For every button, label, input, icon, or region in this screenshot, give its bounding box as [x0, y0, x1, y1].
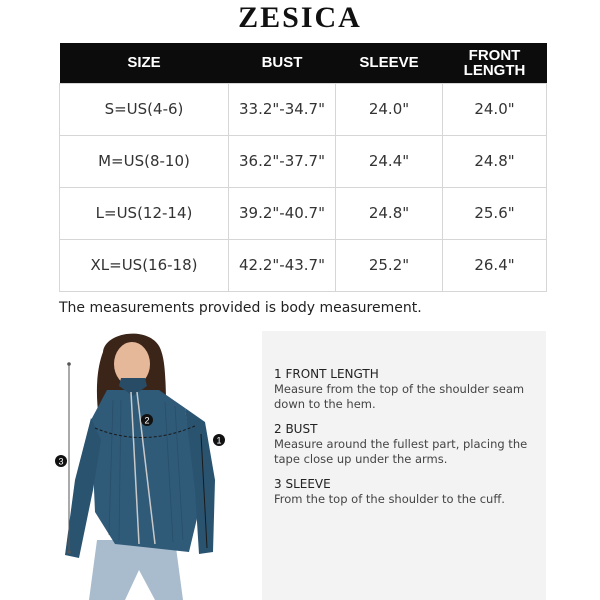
guide-desc: From the top of the shoulder to the cuff.: [274, 492, 505, 506]
marker-front-length: 1: [216, 435, 222, 446]
header-size: SIZE: [60, 43, 229, 83]
marker-sleeve: 3: [58, 456, 64, 467]
cell-sleeve: 24.4": [336, 135, 443, 187]
cell-front-length: 26.4": [443, 239, 547, 291]
cell-sleeve: 24.0": [336, 83, 443, 135]
table-row: [60, 135, 547, 187]
header-bust: BUST: [229, 43, 336, 83]
cell-size: L=US(12-14): [60, 187, 229, 239]
guide-title: 3 SLEEVE: [274, 477, 331, 491]
model-photo: [55, 330, 255, 600]
cell-front-length: 24.0": [443, 83, 547, 135]
cell-sleeve: 25.2": [336, 239, 443, 291]
header-sleeve: SLEEVE: [336, 43, 443, 83]
guide-desc: Measure from the top of the shoulder seam down to the hem.: [274, 382, 525, 411]
cell-front-length: 25.6": [443, 187, 547, 239]
cell-bust: 42.2"-43.7": [229, 239, 336, 291]
table-row: [60, 83, 547, 135]
cell-front-length: 24.8": [443, 135, 547, 187]
brand-logo: ZESICA: [238, 1, 362, 34]
marker-bust: 2: [144, 415, 150, 426]
cell-size: S=US(4-6): [60, 83, 229, 135]
guide-title: 1 FRONT LENGTH: [274, 367, 379, 381]
cell-bust: 33.2"-34.7": [229, 83, 336, 135]
guide-desc: Measure around the fullest part, placing the tape close up under the arms.: [274, 437, 528, 466]
header-front-length: FRONT LENGTH: [443, 43, 547, 83]
guide-item-sleeve: [274, 477, 534, 507]
cell-size: XL=US(16-18): [60, 239, 229, 291]
guide-item-bust: [274, 422, 534, 467]
cell-bust: 39.2"-40.7": [229, 187, 336, 239]
size-chart-table: [59, 43, 547, 292]
table-row: [60, 187, 547, 239]
table-header-row: [60, 43, 547, 83]
guide-title: 2 BUST: [274, 422, 318, 436]
cell-size: M=US(8-10): [60, 135, 229, 187]
measurement-note: The measurements provided is body measurement.: [59, 300, 422, 316]
cell-sleeve: 24.8": [336, 187, 443, 239]
measurement-guide-panel: [262, 331, 546, 600]
guide-item-front-length: [274, 367, 534, 412]
table-row: [60, 239, 547, 291]
cell-bust: 36.2"-37.7": [229, 135, 336, 187]
